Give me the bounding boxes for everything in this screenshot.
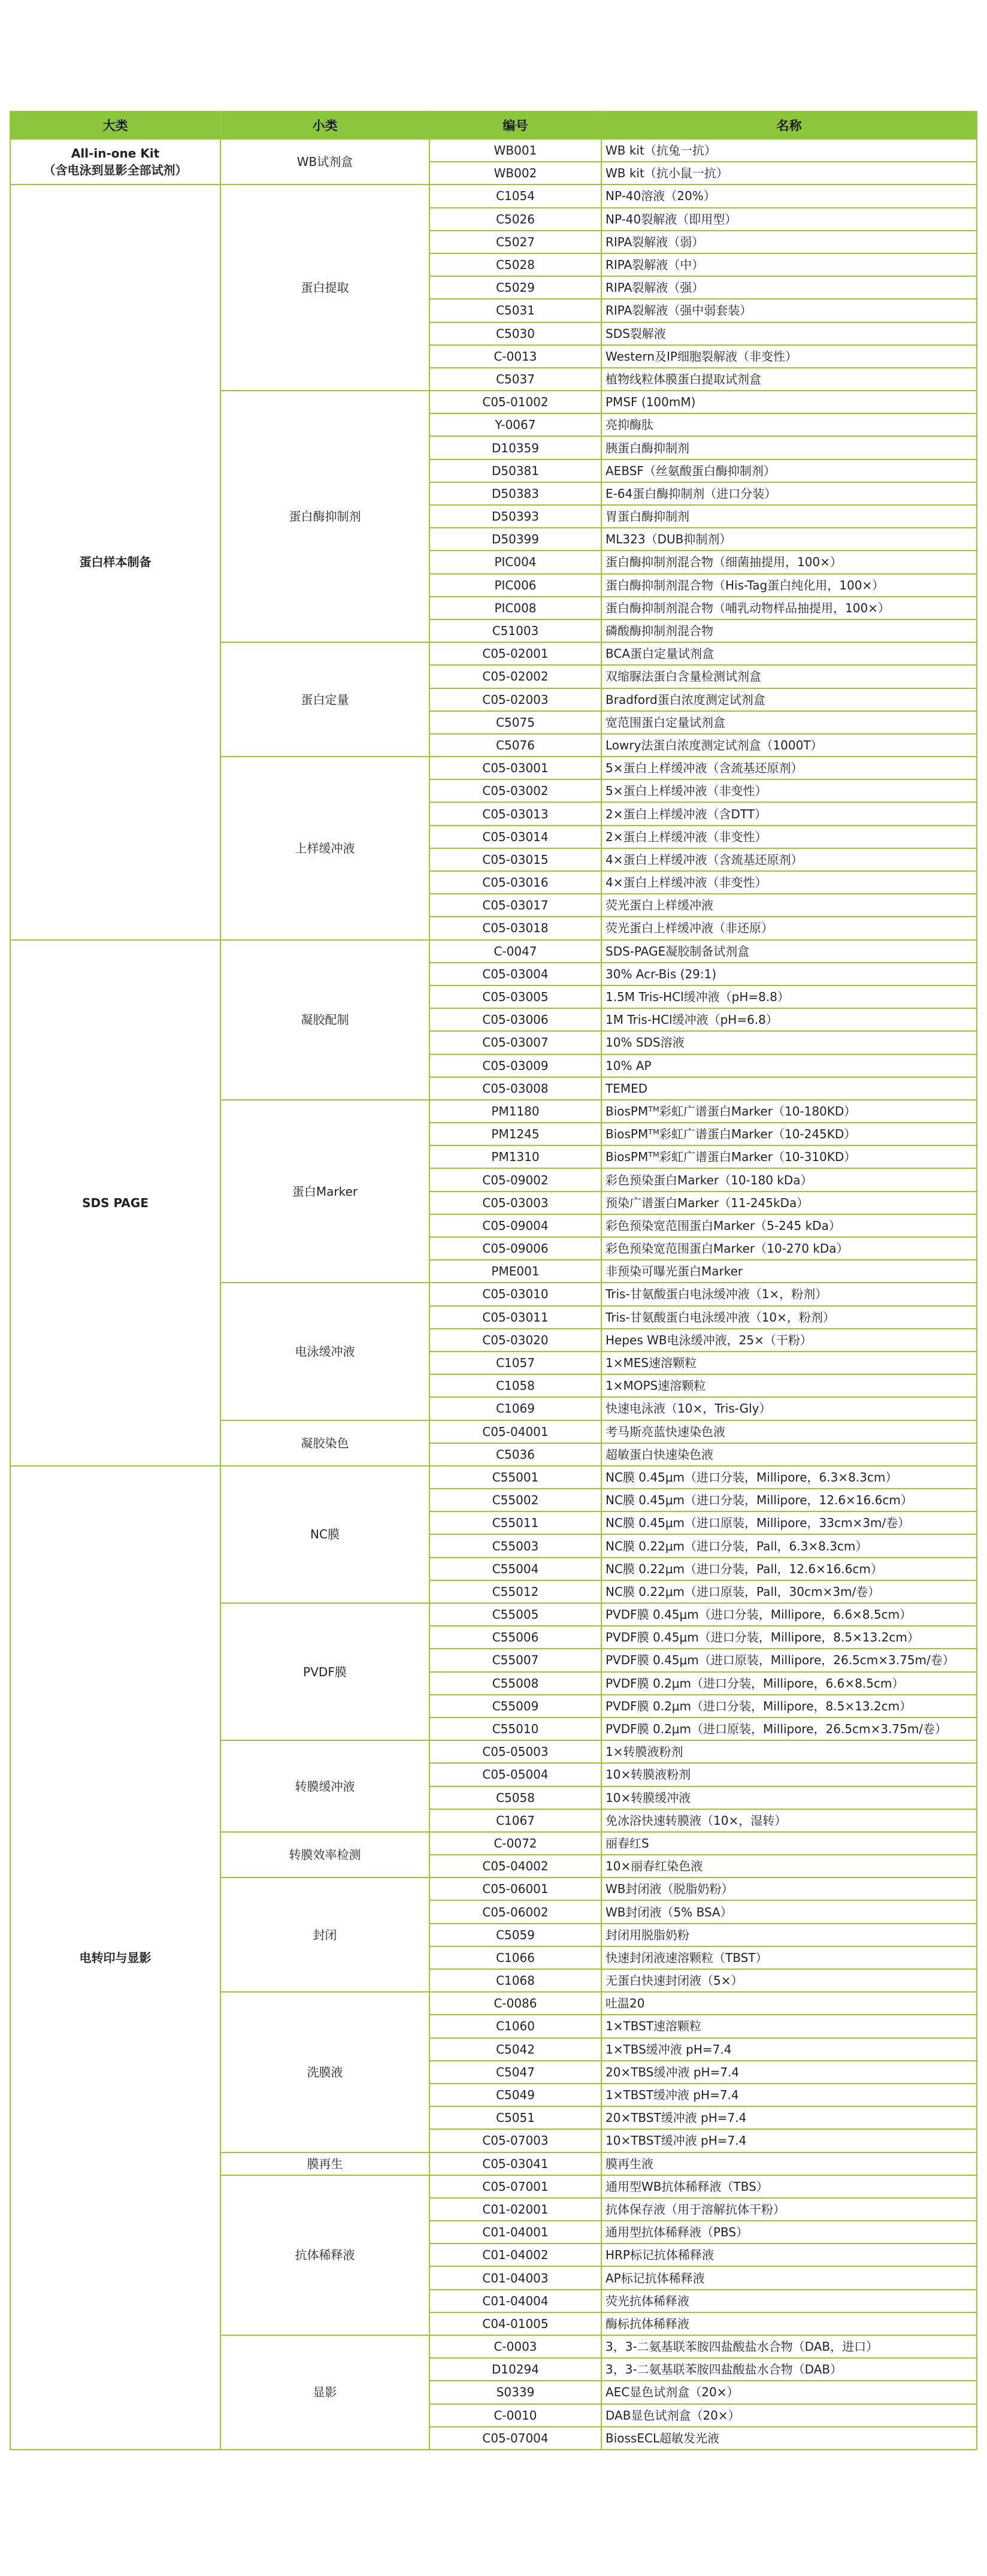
product-name-cell: PVDF膜 0.2μm（进口分装，Millipore，8.5×13.2cm） xyxy=(601,1695,977,1718)
product-code-cell: C05-03004 xyxy=(429,963,601,985)
product-name-cell: NP-40裂解液（即用型） xyxy=(601,208,977,231)
product-name-cell: 1M Tris-HCl缓冲液（pH=6.8） xyxy=(601,1008,977,1031)
product-code-cell: C01-04003 xyxy=(429,2266,601,2289)
category-label: （含电泳到显影全部试剂） xyxy=(43,163,187,178)
header-category: 大类 xyxy=(10,111,220,139)
product-name-cell: 快速电泳液（10×，Tris-Gly） xyxy=(601,1397,977,1420)
product-code-cell: C1066 xyxy=(429,1946,601,1969)
product-code-cell: C05-09002 xyxy=(429,1168,601,1191)
product-name-cell: 20×TBS缓冲液 pH=7.4 xyxy=(601,2061,977,2084)
product-code-cell: C-0072 xyxy=(429,1832,601,1855)
header-code: 编号 xyxy=(429,111,601,139)
product-code-cell: C05-03006 xyxy=(429,1008,601,1031)
product-code-cell: C05-03018 xyxy=(429,917,601,939)
product-name-cell: WB kit（抗小鼠一抗） xyxy=(601,162,977,185)
table-header-row xyxy=(10,111,977,139)
product-code-cell: C55012 xyxy=(429,1580,601,1603)
product-name-cell: 10×转膜缓冲液 xyxy=(601,1786,977,1809)
product-name-cell: 5×蛋白上样缓冲液（非变性） xyxy=(601,779,977,802)
product-code-cell: D50393 xyxy=(429,505,601,528)
product-name-cell: Hepes WB电泳缓冲液，25×（干粉） xyxy=(601,1329,977,1352)
product-name-cell: Bradford蛋白浓度测定试剂盒 xyxy=(601,688,977,711)
product-name-cell: 1×转膜液粉剂 xyxy=(601,1740,977,1763)
product-code-cell: C05-03008 xyxy=(429,1077,601,1100)
product-name-cell: 4×蛋白上样缓冲液（含巯基还原剂） xyxy=(601,848,977,871)
product-name-cell: NC膜 0.45μm（进口分装，Millipore，12.6×16.6cm） xyxy=(601,1489,977,1511)
subcategory-cell: 蛋白Marker xyxy=(220,1100,429,1283)
product-code-cell: PM1245 xyxy=(429,1123,601,1145)
product-code-cell: WB002 xyxy=(429,162,601,185)
product-code-cell: C05-03002 xyxy=(429,779,601,802)
category-cell xyxy=(10,940,220,1466)
product-name-cell: Tris-甘氨酸蛋白电泳缓冲液（1×，粉剂） xyxy=(601,1283,977,1305)
category-cell xyxy=(10,185,220,939)
product-name-cell: HRP标记抗体稀释液 xyxy=(601,2244,977,2266)
product-code-cell: S0339 xyxy=(429,2381,601,2403)
product-name-cell: PVDF膜 0.45μm（进口原装，Millipore，26.5cm×3.75m/卷） xyxy=(601,1649,977,1671)
product-name-cell: 无蛋白快速封闭液（5×） xyxy=(601,1969,977,1992)
product-code-cell: D10294 xyxy=(429,2358,601,2381)
subcategory-cell: 显影 xyxy=(220,2335,429,2450)
product-name-cell: BCA蛋白定量试剂盒 xyxy=(601,642,977,665)
product-name-cell: 1×TBST速溶颗粒 xyxy=(601,2015,977,2037)
product-code-cell: C05-03001 xyxy=(429,757,601,779)
subcategory-cell: 洗膜液 xyxy=(220,1992,429,2152)
product-name-cell: E-64蛋白酶抑制剂（进口分装） xyxy=(601,482,977,505)
product-name-cell: BiossECL超敏发光液 xyxy=(601,2427,977,2450)
product-code-cell: C1068 xyxy=(429,1969,601,1992)
category-label: 电转印与显影 xyxy=(79,1950,152,1965)
product-name-cell: 预染广谱蛋白Marker（11-245kDa） xyxy=(601,1192,977,1214)
product-code-cell: C05-03015 xyxy=(429,848,601,871)
product-code-cell: C05-07001 xyxy=(429,2175,601,2198)
product-name-cell: 彩色预染宽范围蛋白Marker（10-270 kDa） xyxy=(601,1237,977,1260)
product-name-cell: BiosPMᵀᴹ彩虹广谱蛋白Marker（10-180KD） xyxy=(601,1100,977,1123)
product-name-cell: 20×TBST缓冲液 pH=7.4 xyxy=(601,2106,977,2129)
product-code-cell: C-0086 xyxy=(429,1992,601,2015)
product-code-cell: C55004 xyxy=(429,1558,601,1580)
product-name-cell: PVDF膜 0.2μm（进口分装，Millipore，6.6×8.5cm） xyxy=(601,1672,977,1695)
product-code-cell: C5051 xyxy=(429,2106,601,2129)
product-code-cell: C5075 xyxy=(429,711,601,734)
category-label: 蛋白样本制备 xyxy=(79,555,152,570)
table-body xyxy=(10,139,977,2450)
product-name-cell: 30% Acr-Bis (29:1) xyxy=(601,963,977,985)
subcategory-cell: 上样缓冲液 xyxy=(220,757,429,940)
subcategory-cell: 蛋白提取 xyxy=(220,185,429,391)
product-name-cell: 1×MES速溶颗粒 xyxy=(601,1352,977,1374)
product-code-cell: C55010 xyxy=(429,1718,601,1740)
product-code-cell: C-0013 xyxy=(429,345,601,368)
subcategory-cell: 蛋白定量 xyxy=(220,642,429,757)
product-code-cell: C05-03005 xyxy=(429,985,601,1008)
product-name-cell: 通用型WB抗体稀释液（TBS） xyxy=(601,2175,977,2198)
product-code-cell: C5058 xyxy=(429,1786,601,1809)
product-name-cell: Tris-甘氨酸蛋白电泳缓冲液（10×，粉剂） xyxy=(601,1306,977,1329)
product-name-cell: 免冰浴快速转膜液（10×，湿转） xyxy=(601,1809,977,1832)
product-code-cell: C01-04001 xyxy=(429,2221,601,2244)
product-name-cell: AP标记抗体稀释液 xyxy=(601,2266,977,2289)
product-name-cell: 亮抑酶肽 xyxy=(601,413,977,436)
product-code-cell: C1060 xyxy=(429,2015,601,2037)
product-code-cell: C-0047 xyxy=(429,940,601,963)
product-code-cell: C5026 xyxy=(429,208,601,231)
product-name-cell: 2×蛋白上样缓冲液（非变性） xyxy=(601,826,977,848)
product-code-cell: C05-03017 xyxy=(429,894,601,917)
product-code-cell: C1069 xyxy=(429,1397,601,1420)
subcategory-cell: NC膜 xyxy=(220,1466,429,1603)
product-name-cell: PVDF膜 0.2μm（进口原装，Millipore，26.5cm×3.75m/卷） xyxy=(601,1718,977,1740)
product-code-cell: C5047 xyxy=(429,2061,601,2084)
product-name-cell: 4×蛋白上样缓冲液（非变性） xyxy=(601,871,977,894)
product-code-cell: C55002 xyxy=(429,1489,601,1511)
product-name-cell: 双缩脲法蛋白含量检测试剂盒 xyxy=(601,665,977,688)
product-name-cell: SDS-PAGE凝胶制备试剂盒 xyxy=(601,940,977,963)
product-code-cell: C05-06001 xyxy=(429,1877,601,1900)
product-name-cell: 10% SDS溶液 xyxy=(601,1031,977,1054)
product-name-cell: 超敏蛋白快速染色液 xyxy=(601,1443,977,1466)
category-cell xyxy=(10,139,220,185)
product-code-cell: C05-02001 xyxy=(429,642,601,665)
product-code-cell: C05-09006 xyxy=(429,1237,601,1260)
product-name-cell: 2×蛋白上样缓冲液（含DTT） xyxy=(601,802,977,825)
product-code-cell: C5037 xyxy=(429,368,601,391)
product-name-cell: TEMED xyxy=(601,1077,977,1100)
category-label: All-in-one Kit xyxy=(71,146,160,161)
product-name-cell: ML323（DUB抑制剂） xyxy=(601,528,977,551)
product-name-cell: 胃蛋白酶抑制剂 xyxy=(601,505,977,528)
product-code-cell: C55007 xyxy=(429,1649,601,1671)
product-name-cell: WB kit（抗兔一抗） xyxy=(601,139,977,162)
product-name-cell: 1×TBS缓冲液 pH=7.4 xyxy=(601,2038,977,2061)
product-name-cell: AEBSF（丝氨酸蛋白酶抑制剂） xyxy=(601,459,977,482)
table-row xyxy=(10,185,977,207)
product-code-cell: C05-04002 xyxy=(429,1855,601,1877)
product-code-cell: WB001 xyxy=(429,139,601,162)
subcategory-cell: 蛋白酶抑制剂 xyxy=(220,391,429,642)
product-name-cell: DAB显色试剂盒（20×） xyxy=(601,2404,977,2427)
product-name-cell: 10% AP xyxy=(601,1054,977,1077)
product-code-cell: D50399 xyxy=(429,528,601,551)
product-code-cell: C05-03007 xyxy=(429,1031,601,1054)
subcategory-cell: WB试剂盒 xyxy=(220,139,429,185)
product-name-cell: 胰蛋白酶抑制剂 xyxy=(601,436,977,459)
product-name-cell: Lowry法蛋白浓度测定试剂盒（1000T） xyxy=(601,734,977,757)
header-subcategory: 小类 xyxy=(220,111,429,139)
product-code-cell: C04-01005 xyxy=(429,2312,601,2335)
product-name-cell: 抗体保存液（用于溶解抗体干粉） xyxy=(601,2198,977,2221)
product-code-cell: C05-03009 xyxy=(429,1054,601,1077)
product-code-cell: PM1310 xyxy=(429,1145,601,1168)
product-name-cell: 封闭用脱脂奶粉 xyxy=(601,1924,977,1946)
product-name-cell: NC膜 0.22μm（进口分装，Pall，12.6×16.6cm） xyxy=(601,1558,977,1580)
product-code-cell: D10359 xyxy=(429,436,601,459)
product-catalog-table xyxy=(10,111,977,2450)
product-name-cell: Western及IP细胞裂解液（非变性） xyxy=(601,345,977,368)
product-code-cell: C5030 xyxy=(429,322,601,345)
product-name-cell: 酶标抗体稀释液 xyxy=(601,2312,977,2335)
product-code-cell: C55005 xyxy=(429,1603,601,1626)
category-label: SDS PAGE xyxy=(82,1195,149,1210)
product-code-cell: C1058 xyxy=(429,1374,601,1397)
product-name-cell: WB封闭液（脱脂奶粉） xyxy=(601,1877,977,1900)
product-code-cell: C05-02003 xyxy=(429,688,601,711)
product-code-cell: PIC008 xyxy=(429,597,601,619)
subcategory-cell: 封闭 xyxy=(220,1877,429,1992)
subcategory-cell: PVDF膜 xyxy=(220,1603,429,1740)
product-code-cell: C55008 xyxy=(429,1672,601,1695)
product-name-cell: RIPA裂解液（强） xyxy=(601,276,977,299)
table-row xyxy=(10,940,977,963)
product-name-cell: WB封闭液（5% BSA） xyxy=(601,1900,977,1923)
category-cell xyxy=(10,1466,220,2450)
subcategory-cell: 膜再生 xyxy=(220,2152,429,2175)
product-name-cell: 彩色预染蛋白Marker（10-180 kDa） xyxy=(601,1168,977,1191)
product-code-cell: C5049 xyxy=(429,2084,601,2106)
product-code-cell: C5036 xyxy=(429,1443,601,1466)
product-name-cell: RIPA裂解液（强中弱套装） xyxy=(601,299,977,322)
product-name-cell: 快速封闭液速溶颗粒（TBST） xyxy=(601,1946,977,1969)
product-name-cell: 荧光蛋白上样缓冲液 xyxy=(601,894,977,917)
product-name-cell: 彩色预染宽范围蛋白Marker（5-245 kDa） xyxy=(601,1214,977,1237)
product-code-cell: Y-0067 xyxy=(429,413,601,436)
product-name-cell: 荧光抗体稀释液 xyxy=(601,2290,977,2312)
product-name-cell: 蛋白酶抑制剂混合物（哺乳动物样品抽提用，100×） xyxy=(601,597,977,619)
product-code-cell: C01-02001 xyxy=(429,2198,601,2221)
product-name-cell: NP-40溶液（20%） xyxy=(601,185,977,207)
product-code-cell: C55011 xyxy=(429,1511,601,1534)
product-code-cell: C05-03014 xyxy=(429,826,601,848)
product-name-cell: NC膜 0.22μm（进口原装，Pall，30cm×3m/卷） xyxy=(601,1580,977,1603)
product-code-cell: C05-03020 xyxy=(429,1329,601,1352)
product-code-cell: C05-07004 xyxy=(429,2427,601,2450)
product-name-cell: 吐温20 xyxy=(601,1992,977,2015)
product-code-cell: C05-05004 xyxy=(429,1763,601,1786)
product-code-cell: C05-03013 xyxy=(429,802,601,825)
product-name-cell: BiosPMᵀᴹ彩虹广谱蛋白Marker（10-245KD） xyxy=(601,1123,977,1145)
product-code-cell: C5029 xyxy=(429,276,601,299)
product-name-cell: NC膜 0.45μm（进口分装，Millipore，6.3×8.3cm） xyxy=(601,1466,977,1489)
product-name-cell: 5×蛋白上样缓冲液（含巯基还原剂） xyxy=(601,757,977,779)
product-name-cell: 蛋白酶抑制剂混合物（细菌抽提用，100×） xyxy=(601,551,977,573)
product-name-cell: 1.5M Tris-HCl缓冲液（pH=8.8） xyxy=(601,985,977,1008)
product-code-cell: C05-04001 xyxy=(429,1420,601,1443)
product-name-cell: NC膜 0.22μm（进口分装，Pall，6.3×8.3cm） xyxy=(601,1534,977,1557)
product-name-cell: 10×TBST缓冲液 pH=7.4 xyxy=(601,2129,977,2152)
product-name-cell: PVDF膜 0.45μm（进口分装，Millipore，6.6×8.5cm） xyxy=(601,1603,977,1626)
table-row xyxy=(10,139,977,162)
product-code-cell: C1057 xyxy=(429,1352,601,1374)
subcategory-cell: 电泳缓冲液 xyxy=(220,1283,429,1420)
product-code-cell: C5028 xyxy=(429,253,601,276)
product-code-cell: C01-04002 xyxy=(429,2244,601,2266)
subcategory-cell: 凝胶配制 xyxy=(220,940,429,1100)
product-code-cell: C05-03011 xyxy=(429,1306,601,1329)
product-name-cell: 植物线粒体膜蛋白提取试剂盒 xyxy=(601,368,977,391)
product-name-cell: 通用型抗体稀释液（PBS） xyxy=(601,2221,977,2244)
product-name-cell: NC膜 0.45μm（进口原装，Millipore，33cm×3m/卷） xyxy=(601,1511,977,1534)
product-code-cell: C51003 xyxy=(429,619,601,642)
product-code-cell: C05-01002 xyxy=(429,391,601,413)
product-code-cell: C5027 xyxy=(429,231,601,253)
subcategory-cell: 凝胶染色 xyxy=(220,1420,429,1466)
product-name-cell: PVDF膜 0.45μm（进口分装，Millipore，8.5×13.2cm） xyxy=(601,1626,977,1649)
product-name-cell: AEC显色试剂盒（20×） xyxy=(601,2381,977,2403)
product-name-cell: 1×MOPS速溶颗粒 xyxy=(601,1374,977,1397)
product-code-cell: C05-03003 xyxy=(429,1192,601,1214)
product-code-cell: C1054 xyxy=(429,185,601,207)
product-code-cell: C05-03010 xyxy=(429,1283,601,1305)
product-name-cell: 10×转膜液粉剂 xyxy=(601,1763,977,1786)
product-code-cell: D50381 xyxy=(429,459,601,482)
product-code-cell: C55003 xyxy=(429,1534,601,1557)
product-name-cell: 宽范围蛋白定量试剂盒 xyxy=(601,711,977,734)
product-name-cell: 1×TBST缓冲液 pH=7.4 xyxy=(601,2084,977,2106)
subcategory-cell: 转膜缓冲液 xyxy=(220,1740,429,1832)
product-code-cell: C55001 xyxy=(429,1466,601,1489)
product-code-cell: C05-07003 xyxy=(429,2129,601,2152)
product-code-cell: C5031 xyxy=(429,299,601,322)
product-code-cell: PIC006 xyxy=(429,574,601,597)
product-name-cell: 荧光蛋白上样缓冲液（非还原） xyxy=(601,917,977,939)
product-name-cell: 3，3-二氨基联苯胺四盐酸盐水合物（DAB） xyxy=(601,2358,977,2381)
product-code-cell: C01-04004 xyxy=(429,2290,601,2312)
product-name-cell: PMSF (100mM) xyxy=(601,391,977,413)
product-code-cell: C05-06002 xyxy=(429,1900,601,1923)
product-name-cell: 膜再生液 xyxy=(601,2152,977,2175)
product-code-cell: C55006 xyxy=(429,1626,601,1649)
product-name-cell: 考马斯亮蓝快速染色液 xyxy=(601,1420,977,1443)
product-code-cell: C55009 xyxy=(429,1695,601,1718)
table-row xyxy=(10,1466,977,1489)
product-name-cell: 磷酸酶抑制剂混合物 xyxy=(601,619,977,642)
product-code-cell: C5059 xyxy=(429,1924,601,1946)
subcategory-cell: 转膜效率检测 xyxy=(220,1832,429,1877)
product-code-cell: C05-03041 xyxy=(429,2152,601,2175)
product-code-cell: C05-02002 xyxy=(429,665,601,688)
product-code-cell: C-0010 xyxy=(429,2404,601,2427)
product-code-cell: PIC004 xyxy=(429,551,601,573)
product-code-cell: C5076 xyxy=(429,734,601,757)
product-name-cell: 蛋白酶抑制剂混合物（His-Tag蛋白纯化用，100×） xyxy=(601,574,977,597)
product-name-cell: 非预染可曝光蛋白Marker xyxy=(601,1260,977,1283)
header-name: 名称 xyxy=(601,111,977,139)
product-name-cell: 3，3-二氨基联苯胺四盐酸盐水合物（DAB，进口） xyxy=(601,2335,977,2358)
product-name-cell: BiosPMᵀᴹ彩虹广谱蛋白Marker（10-310KD） xyxy=(601,1145,977,1168)
product-code-cell: C-0003 xyxy=(429,2335,601,2358)
product-name-cell: RIPA裂解液（弱） xyxy=(601,231,977,253)
subcategory-cell: 抗体稀释液 xyxy=(220,2175,429,2335)
product-code-cell: C05-09004 xyxy=(429,1214,601,1237)
product-code-cell: C05-05003 xyxy=(429,1740,601,1763)
product-code-cell: C1067 xyxy=(429,1809,601,1832)
product-code-cell: C5042 xyxy=(429,2038,601,2061)
product-name-cell: 丽春红S xyxy=(601,1832,977,1855)
product-name-cell: 10×丽春红染色液 xyxy=(601,1855,977,1877)
product-name-cell: SDS裂解液 xyxy=(601,322,977,345)
product-name-cell: RIPA裂解液（中） xyxy=(601,253,977,276)
product-code-cell: PM1180 xyxy=(429,1100,601,1123)
product-code-cell: C05-03016 xyxy=(429,871,601,894)
product-code-cell: D50383 xyxy=(429,482,601,505)
product-code-cell: PME001 xyxy=(429,1260,601,1283)
